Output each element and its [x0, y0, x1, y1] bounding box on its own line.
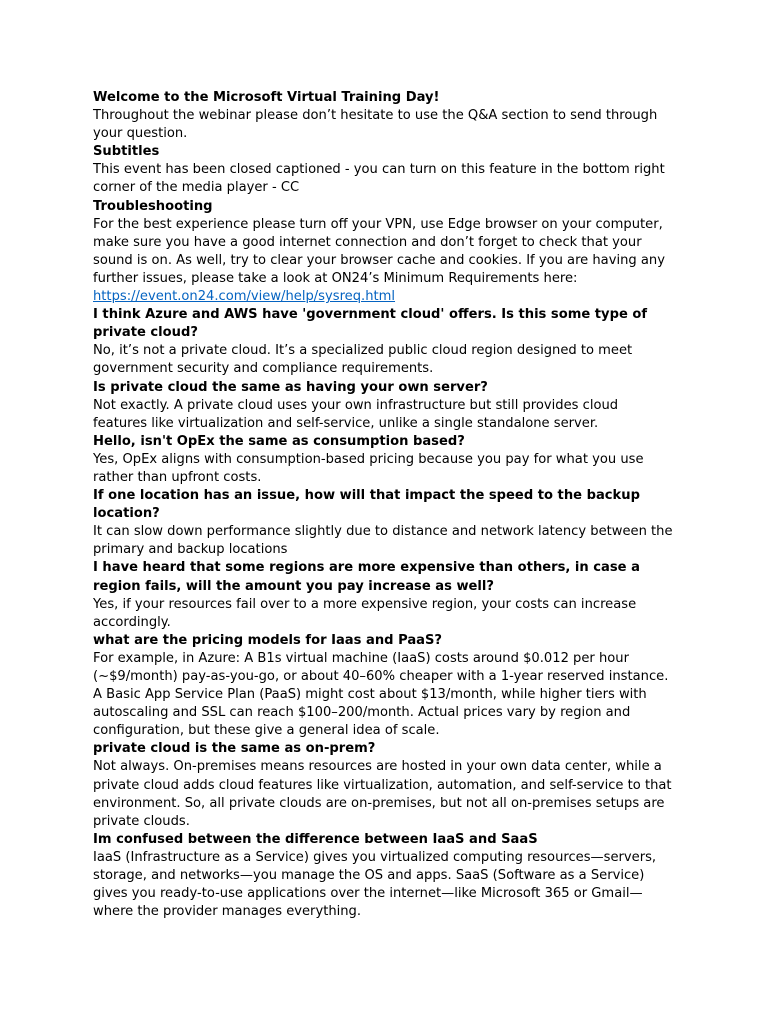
heading-welcome: Welcome to the Microsoft Virtual Training Day! — [93, 90, 440, 105]
question-pricing-models: what are the pricing models for Iaas and PaaS? — [93, 632, 443, 648]
heading-troubleshooting: Troubleshooting — [93, 198, 213, 214]
question-on-prem: private cloud is the same as on-prem? — [93, 741, 376, 757]
answer-opex: Yes, OpEx aligns with consumption-based pricing because you pay for what you use rather than upfront costs. — [93, 451, 644, 485]
answer-region-cost: Yes, if your resources fail over to a more expensive region, your costs can increase accordingly. — [93, 596, 637, 630]
question-iaas-saas: Im confused between the difference between IaaS and SaaS — [93, 831, 538, 847]
sysreq-link[interactable]: https://event.on24.com/view/help/sysreq.html — [93, 289, 396, 305]
question-opex: Hello, isn't OpEx the same as consumption based? — [93, 433, 465, 449]
answer-government-cloud: No, it’s not a private cloud. It’s a specialized public cloud region designed to meet government security and compliance requirements. — [93, 343, 633, 377]
answer-on-prem: Not always. On-premises means resources are hosted in your own data center, while a private cloud adds cloud features like virtualization, automation, and self-service to that environment. So, all private clouds are on-premises, but not all on-premises setups are private clouds. — [93, 759, 672, 829]
question-backup-location: If one location has an issue, how will that impact the speed to the backup location? — [93, 488, 640, 522]
question-private-cloud-server: Is private cloud the same as having your own server? — [93, 379, 488, 395]
paragraph-troubleshooting — [93, 216, 676, 306]
question-government-cloud: I think Azure and AWS have 'government cloud' offers. Is this some type of private cloud? — [93, 307, 648, 341]
troubleshooting-text: For the best experience please turn off your VPN, use Edge browser on your computer, make sure you have a good internet connection and don’t forget to check that your sound is on. As well, try to clear your browser cache and cookies. If you are having any further issues, please take a look at ON24’s Minimum Requirements here: — [93, 216, 665, 286]
question-region-cost: I have heard that some regions are more expensive than others, in case a region fails, will the amount you pay increase as well? — [93, 560, 640, 594]
answer-backup-location: It can slow down performance slightly due to distance and network latency between the primary and backup locations — [93, 524, 673, 558]
heading-subtitles: Subtitles — [93, 144, 160, 160]
paragraph-captions: This event has been closed captioned - you can turn on this feature in the bottom right corner of the media player - CC — [93, 162, 665, 196]
answer-iaas-saas: IaaS (Infrastructure as a Service) gives you virtualized computing resources—servers, storage, and networks—you manage the OS and apps. SaaS (Software as a Service) gives you ready-to-use applications over the internet—like Microsoft 365 or Gmail—where the provider manages everything. — [93, 849, 657, 920]
answer-private-cloud-server: Not exactly. A private cloud uses your own infrastructure but still provides cloud features like virtualization and self-service, unlike a single standalone server. — [93, 397, 619, 431]
answer-pricing-models: For example, in Azure: A B1s virtual machine (IaaS) costs around $0.012 per hour (~$9/month) pay-as-you-go, or about 40–60% cheaper with a 1-year reserved instance. A Basic App Service Plan (PaaS) might cost about $13/month, while higher tiers with autoscaling and SSL can reach $100–200/month. Actual prices vary by region and configuration, but these give a general idea of scale. — [93, 650, 669, 739]
paragraph-webinar-qa: Throughout the webinar please don’t hesitate to use the Q&A section to send through your question. — [93, 108, 658, 142]
